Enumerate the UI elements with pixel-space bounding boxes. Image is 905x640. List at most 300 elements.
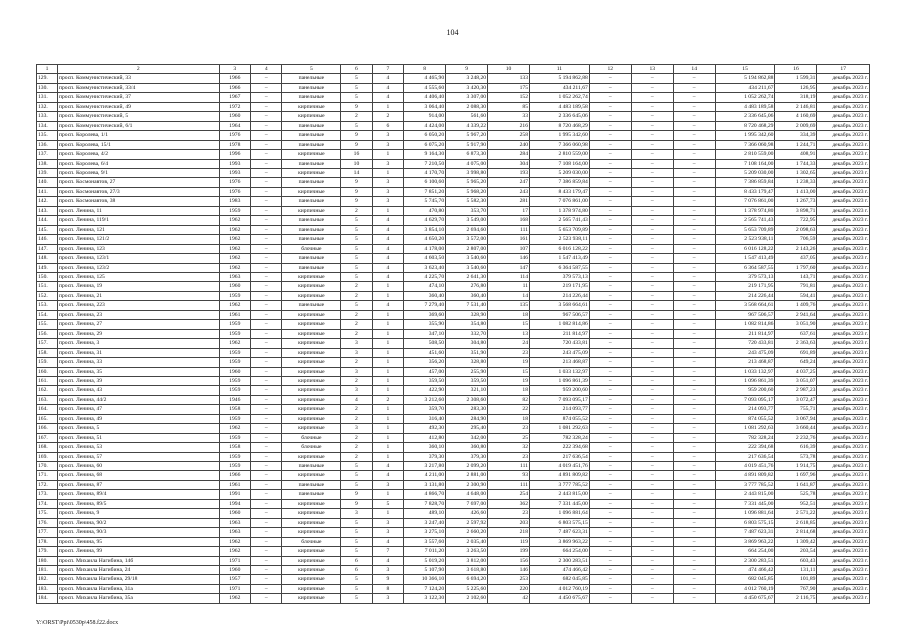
table-cell: 1976 xyxy=(219,131,250,140)
table-cell: декабрь 2023 г. xyxy=(817,187,870,196)
table-cell: 318,19 xyxy=(775,93,817,102)
table-cell: 3 xyxy=(341,367,372,376)
table-cell: 111 xyxy=(488,462,530,471)
table-cell: просп. Ленина, 39 xyxy=(57,376,219,385)
table-cell: 253 xyxy=(488,575,530,584)
table-cell: 3 812,00 xyxy=(446,556,488,565)
table-cell: 682 045,85 xyxy=(530,575,590,584)
table-cell: 6 803 575,15 xyxy=(530,518,590,527)
table-cell: 131,11 xyxy=(775,566,817,575)
table-cell: 408,91 xyxy=(775,150,817,159)
table-cell: декабрь 2023 г. xyxy=(817,480,870,489)
table-cell: 101,89 xyxy=(775,575,817,584)
table-cell: 9 xyxy=(341,499,372,508)
column-number: 9 xyxy=(446,65,488,74)
table-cell: 379 573,13 xyxy=(715,272,775,281)
table-cell: 1959 xyxy=(219,206,250,215)
table-cell: кирпичные xyxy=(282,348,341,357)
table-cell: 111 xyxy=(488,225,530,234)
table-cell: 304 xyxy=(488,159,530,168)
table-cell: 5 xyxy=(341,471,372,480)
table-cell: декабрь 2023 г. xyxy=(817,490,870,499)
table-cell: 1958 xyxy=(219,443,250,452)
table-cell: 4 211,00 xyxy=(404,471,446,480)
table-cell: – xyxy=(673,452,715,461)
table-cell: декабрь 2023 г. xyxy=(817,518,870,527)
table-cell: 2 xyxy=(341,329,372,338)
table-row xyxy=(37,235,870,244)
table-cell: 158. xyxy=(37,348,58,357)
table-cell: 2 694,60 xyxy=(446,225,488,234)
table-cell: – xyxy=(673,499,715,508)
table-cell: – xyxy=(589,433,631,442)
table-cell: 379 573,13 xyxy=(530,272,590,281)
column-number: 13 xyxy=(631,65,673,74)
table-cell: кирпичные xyxy=(282,518,341,527)
table-cell: 354,80 xyxy=(446,320,488,329)
table-cell: просп. Ленина, 57 xyxy=(57,452,219,461)
table-cell: 9 164,30 xyxy=(404,150,446,159)
table-cell: 5 xyxy=(341,254,372,263)
table-cell: 146. xyxy=(37,235,58,244)
table-cell: – xyxy=(251,490,282,499)
table-cell: – xyxy=(631,556,673,565)
column-number: 16 xyxy=(775,65,817,74)
table-cell: – xyxy=(673,405,715,414)
table-cell: – xyxy=(251,443,282,452)
table-cell: 14 xyxy=(341,168,372,177)
table-cell: панельные xyxy=(282,131,341,140)
table-cell: 422,90 xyxy=(404,386,446,395)
table-cell: – xyxy=(251,556,282,565)
table-cell: 1993 xyxy=(219,168,250,177)
table-cell: декабрь 2023 г. xyxy=(817,424,870,433)
table-cell: 722,95 xyxy=(775,216,817,225)
table-cell: просп. Королева, 4/2 xyxy=(57,150,219,159)
table-cell: – xyxy=(251,310,282,319)
table-cell: 1960 xyxy=(219,509,250,518)
table-cell: 2 300 283,51 xyxy=(530,556,590,565)
table-cell: декабрь 2023 г. xyxy=(817,471,870,480)
table-cell: – xyxy=(589,93,631,102)
table-cell: просп. Михаила Нагибина, 24 xyxy=(57,566,219,575)
table-row xyxy=(37,197,870,206)
table-cell: 9 xyxy=(341,102,372,111)
table-cell: 1962 xyxy=(219,339,250,348)
table-cell: – xyxy=(589,272,631,281)
table-cell: – xyxy=(631,187,673,196)
table-cell: 7 487 623,31 xyxy=(530,528,590,537)
table-cell: 1946 xyxy=(219,395,250,404)
table-cell: – xyxy=(631,480,673,489)
table-cell: – xyxy=(631,528,673,537)
table-cell: 616,39 xyxy=(775,443,817,452)
table-cell: просп. Ленина, 21 xyxy=(57,291,219,300)
table-cell: 1959 xyxy=(219,452,250,461)
table-cell: – xyxy=(673,187,715,196)
table-cell: панельные xyxy=(282,159,341,168)
table-cell: 1 033 132,97 xyxy=(530,367,590,376)
table-cell: – xyxy=(631,254,673,263)
table-cell: 2 300,90 xyxy=(446,480,488,489)
table-cell: 5 xyxy=(341,537,372,546)
table-cell: 5 225,60 xyxy=(446,584,488,593)
table-cell: 3 051,07 xyxy=(775,376,817,385)
table-cell: 2 336 645,06 xyxy=(715,112,775,121)
table-cell: 175. xyxy=(37,509,58,518)
table-cell: панельные xyxy=(282,197,341,206)
table-cell: – xyxy=(589,301,631,310)
table-cell: 1 xyxy=(372,452,403,461)
table-cell: 7 076 861,00 xyxy=(530,197,590,206)
table-cell: панельные xyxy=(282,216,341,225)
table-cell: 160. xyxy=(37,367,58,376)
table-cell: 4 483 189,58 xyxy=(715,102,775,111)
table-cell: – xyxy=(673,320,715,329)
table-cell: кирпичные xyxy=(282,282,341,291)
table-row xyxy=(37,310,870,319)
table-cell: просп. Михаила Нагибина, 14б xyxy=(57,556,219,565)
table-cell: – xyxy=(673,566,715,575)
table-cell: 7 386 859,84 xyxy=(715,178,775,187)
table-cell: 213 468,87 xyxy=(530,358,590,367)
table-cell: 2 987,23 xyxy=(775,386,817,395)
table-cell: просп. Ленина, 90/3 xyxy=(57,528,219,537)
table-cell: 142. xyxy=(37,197,58,206)
table-cell: – xyxy=(251,499,282,508)
table-row xyxy=(37,575,870,584)
table-cell: 1960 xyxy=(219,367,250,376)
table-cell: – xyxy=(251,405,282,414)
table-cell: – xyxy=(673,310,715,319)
table-cell: 8 433 179,47 xyxy=(530,187,590,196)
table-cell: 295,40 xyxy=(446,424,488,433)
table-cell: 155. xyxy=(37,320,58,329)
table-cell: 3 xyxy=(341,424,372,433)
table-cell: 1 033 132,97 xyxy=(715,367,775,376)
table-cell: 5 xyxy=(341,225,372,234)
table-cell: 243 475,09 xyxy=(530,348,590,357)
table-cell: – xyxy=(631,443,673,452)
table-cell: 1 797,60 xyxy=(775,263,817,272)
table-cell: панельные xyxy=(282,254,341,263)
table-cell: – xyxy=(673,414,715,423)
table-cell: – xyxy=(251,93,282,102)
table-cell: – xyxy=(631,367,673,376)
table-cell: 2 xyxy=(372,395,403,404)
table-cell: 4 037,25 xyxy=(775,367,817,376)
table-cell: 281 xyxy=(488,197,530,206)
table-cell: 7 210,50 xyxy=(404,159,446,168)
table-cell: 1959 xyxy=(219,348,250,357)
table-cell: 1 xyxy=(372,339,403,348)
table-cell: – xyxy=(631,395,673,404)
table-cell: просп. Ленина, 27 xyxy=(57,320,219,329)
table-cell: 1 995 342,60 xyxy=(715,131,775,140)
table-cell: 1 547 413,49 xyxy=(715,254,775,263)
column-number: 2 xyxy=(57,65,219,74)
table-cell: 4 012 760,19 xyxy=(715,584,775,593)
table-cell: 1967 xyxy=(219,93,250,102)
table-cell: 2 xyxy=(341,433,372,442)
table-cell: декабрь 2023 г. xyxy=(817,159,870,168)
table-cell: 426,60 xyxy=(446,509,488,518)
table-cell: 4 891 809,82 xyxy=(530,471,590,480)
table-row xyxy=(37,376,870,385)
table-cell: – xyxy=(673,433,715,442)
table-cell: – xyxy=(589,575,631,584)
table-cell: – xyxy=(631,102,673,111)
table-cell: 3 xyxy=(372,159,403,168)
table-cell: 3 xyxy=(372,594,403,603)
table-cell: декабрь 2023 г. xyxy=(817,301,870,310)
table-cell: панельные xyxy=(282,301,341,310)
table-cell: – xyxy=(589,244,631,253)
table-cell: 316,40 xyxy=(404,414,446,423)
table-cell: 6 016 128,22 xyxy=(715,244,775,253)
table-cell: просп. Ленина, 53 xyxy=(57,443,219,452)
table-cell: 6 100,60 xyxy=(404,178,446,187)
table-cell: 2 xyxy=(372,112,403,121)
table-cell: 360,40 xyxy=(404,291,446,300)
table-cell: 14 xyxy=(488,291,530,300)
table-row xyxy=(37,462,870,471)
table-row xyxy=(37,395,870,404)
table-cell: 434 211,67 xyxy=(530,83,590,92)
table-cell: 1 641,87 xyxy=(775,480,817,489)
table-cell: декабрь 2023 г. xyxy=(817,584,870,593)
table-cell: – xyxy=(673,556,715,565)
table-cell: просп. Ленина, 35 xyxy=(57,367,219,376)
table-cell: – xyxy=(631,575,673,584)
table-cell: кирпичные xyxy=(282,102,341,111)
table-row xyxy=(37,405,870,414)
table-cell: 2 443 815,00 xyxy=(715,490,775,499)
table-cell: 3 898,71 xyxy=(775,206,817,215)
table-cell: 157. xyxy=(37,339,58,348)
table-cell: 637,61 xyxy=(775,329,817,338)
table-cell: 258 xyxy=(488,131,530,140)
table-cell: – xyxy=(251,121,282,130)
table-row xyxy=(37,518,870,527)
table-cell: – xyxy=(589,320,631,329)
table-cell: 3 568 664,61 xyxy=(715,301,775,310)
table-cell: 914,00 xyxy=(404,112,446,121)
table-cell: кирпичные xyxy=(282,528,341,537)
table-row xyxy=(37,150,870,159)
table-cell: – xyxy=(251,566,282,575)
table-cell: 1 xyxy=(372,358,403,367)
table-cell: 1962 xyxy=(219,263,250,272)
table-cell: 6 xyxy=(341,566,372,575)
table-cell: – xyxy=(673,424,715,433)
table-cell: – xyxy=(251,395,282,404)
table-cell: – xyxy=(589,131,631,140)
table-cell: 4 xyxy=(372,244,403,253)
table-cell: 1 378 974,80 xyxy=(715,206,775,215)
table-cell: – xyxy=(673,537,715,546)
table-cell: просп. Ленина, 43 xyxy=(57,386,219,395)
table-cell: – xyxy=(631,112,673,121)
table-cell: – xyxy=(673,291,715,300)
table-cell: 706,59 xyxy=(775,235,817,244)
table-cell: 214 093,77 xyxy=(530,405,590,414)
table-cell: 147. xyxy=(37,244,58,253)
table-cell: 2 035,40 xyxy=(446,537,488,546)
table-cell: блочные xyxy=(282,537,341,546)
table-cell: 1 xyxy=(372,150,403,159)
table-cell: просп. Ленина, 123/1 xyxy=(57,254,219,263)
table-row xyxy=(37,329,870,338)
table-cell: – xyxy=(251,83,282,92)
table-cell: 5 xyxy=(341,462,372,471)
table-cell: 359,50 xyxy=(404,376,446,385)
table-cell: 2 641,30 xyxy=(446,272,488,281)
table-cell: – xyxy=(589,310,631,319)
table-cell: 3 xyxy=(372,140,403,149)
table-cell: 1 081 292,63 xyxy=(530,424,590,433)
table-cell: – xyxy=(631,121,673,130)
table-cell: – xyxy=(251,282,282,291)
table-cell: 1962 xyxy=(219,225,250,234)
table-cell: – xyxy=(251,187,282,196)
table-cell: 561,60 xyxy=(446,112,488,121)
table-cell: 3 623,40 xyxy=(404,263,446,272)
table-cell: – xyxy=(589,395,631,404)
table-cell: – xyxy=(251,244,282,253)
table-cell: декабрь 2023 г. xyxy=(817,112,870,121)
table-cell: – xyxy=(251,320,282,329)
table-cell: 2 881,00 xyxy=(446,471,488,480)
table-cell: 5 745,70 xyxy=(404,197,446,206)
table-cell: просп. Коммунистический, 5 xyxy=(57,112,219,121)
table-cell: 213 468,87 xyxy=(715,358,775,367)
table-cell: 3 420,30 xyxy=(446,83,488,92)
table-cell: декабрь 2023 г. xyxy=(817,131,870,140)
table-cell: декабрь 2023 г. xyxy=(817,310,870,319)
table-cell: 1 995 342,60 xyxy=(530,131,590,140)
table-cell: 4 465,90 xyxy=(404,74,446,83)
table-cell: 6 364 587,55 xyxy=(530,263,590,272)
table-cell: 3 869 963,22 xyxy=(715,537,775,546)
table-cell: 1 082 814,86 xyxy=(530,320,590,329)
table-cell: 7 124,20 xyxy=(404,584,446,593)
table-cell: кирпичные xyxy=(282,376,341,385)
table-cell: – xyxy=(589,594,631,603)
table-row xyxy=(37,102,870,111)
table-cell: просп. Ленина, 49 xyxy=(57,414,219,423)
table-cell: 1 xyxy=(372,102,403,111)
table-cell: – xyxy=(589,386,631,395)
table-cell: 1 267,73 xyxy=(775,197,817,206)
table-cell: 1 413,00 xyxy=(775,187,817,196)
table-cell: просп. Ленина, 123 xyxy=(57,244,219,253)
table-cell: 1 xyxy=(372,206,403,215)
table-cell: 174. xyxy=(37,499,58,508)
table-cell: – xyxy=(589,556,631,565)
table-cell: – xyxy=(251,216,282,225)
table-cell: – xyxy=(251,452,282,461)
table-cell: декабрь 2023 г. xyxy=(817,244,870,253)
table-cell: – xyxy=(589,367,631,376)
table-cell: 457,00 xyxy=(404,367,446,376)
table-cell: декабрь 2023 г. xyxy=(817,528,870,537)
table-cell: 193 xyxy=(488,168,530,177)
table-cell: – xyxy=(589,424,631,433)
table-cell: 159. xyxy=(37,358,58,367)
table-cell: 1983 xyxy=(219,197,250,206)
table-cell: 1963 xyxy=(219,272,250,281)
table-cell: 4 406,40 xyxy=(404,93,446,102)
table-cell: 1 xyxy=(372,376,403,385)
table-cell: – xyxy=(631,225,673,234)
table-cell: – xyxy=(631,547,673,556)
table-cell: 1 082 814,86 xyxy=(715,320,775,329)
table-cell: панельные xyxy=(282,178,341,187)
table-cell: просп. Ленина, 9 xyxy=(57,509,219,518)
column-number: 5 xyxy=(282,65,341,74)
table-cell: – xyxy=(631,74,673,83)
table-cell: 1961 xyxy=(219,480,250,489)
table-cell: 135 xyxy=(488,301,530,310)
table-cell: – xyxy=(673,329,715,338)
table-cell: 4 xyxy=(372,263,403,272)
table-cell: 2 336 645,06 xyxy=(530,112,590,121)
table-cell: – xyxy=(631,594,673,603)
table-cell: 7 828,70 xyxy=(404,499,446,508)
table-cell: 791,81 xyxy=(775,282,817,291)
table-cell: декабрь 2023 г. xyxy=(817,150,870,159)
table-cell: 1991 xyxy=(219,490,250,499)
table-cell: кирпичные xyxy=(282,386,341,395)
column-number-row xyxy=(37,65,870,74)
table-cell: 2 810 559,00 xyxy=(530,150,590,159)
table-cell: 2 xyxy=(341,112,372,121)
table-cell: 3 xyxy=(341,386,372,395)
table-cell: 1 244,71 xyxy=(775,140,817,149)
table-cell: 1959 xyxy=(219,386,250,395)
table-cell: 1962 xyxy=(219,547,250,556)
table-cell: – xyxy=(631,348,673,357)
table-cell: 9 xyxy=(341,140,372,149)
table-cell: просп. Ленина, 29 xyxy=(57,329,219,338)
table-cell: 782 328,24 xyxy=(715,433,775,442)
table-row xyxy=(37,140,870,149)
table-cell: 15 xyxy=(488,367,530,376)
table-cell: 3 247,40 xyxy=(404,518,446,527)
table-cell: 18 xyxy=(488,310,530,319)
table-cell: 216 xyxy=(488,121,530,130)
table-cell: кирпичные xyxy=(282,594,341,603)
table-cell: – xyxy=(631,471,673,480)
table-cell: – xyxy=(673,584,715,593)
table-cell: 2 xyxy=(341,376,372,385)
table-row xyxy=(37,433,870,442)
table-cell: 32 xyxy=(488,443,530,452)
table-cell: 16 xyxy=(341,150,372,159)
table-cell: – xyxy=(589,83,631,92)
table-cell: декабрь 2023 г. xyxy=(817,121,870,130)
table-cell: – xyxy=(631,339,673,348)
table-cell: – xyxy=(673,216,715,225)
table-cell: декабрь 2023 г. xyxy=(817,282,870,291)
table-cell: 5 xyxy=(341,263,372,272)
table-cell: кирпичные xyxy=(282,310,341,319)
table-cell: 4 xyxy=(372,225,403,234)
table-cell: 1 238,33 xyxy=(775,178,817,187)
table-cell: 2 098,63 xyxy=(775,225,817,234)
table-cell: просп. Ленина, 119/1 xyxy=(57,216,219,225)
